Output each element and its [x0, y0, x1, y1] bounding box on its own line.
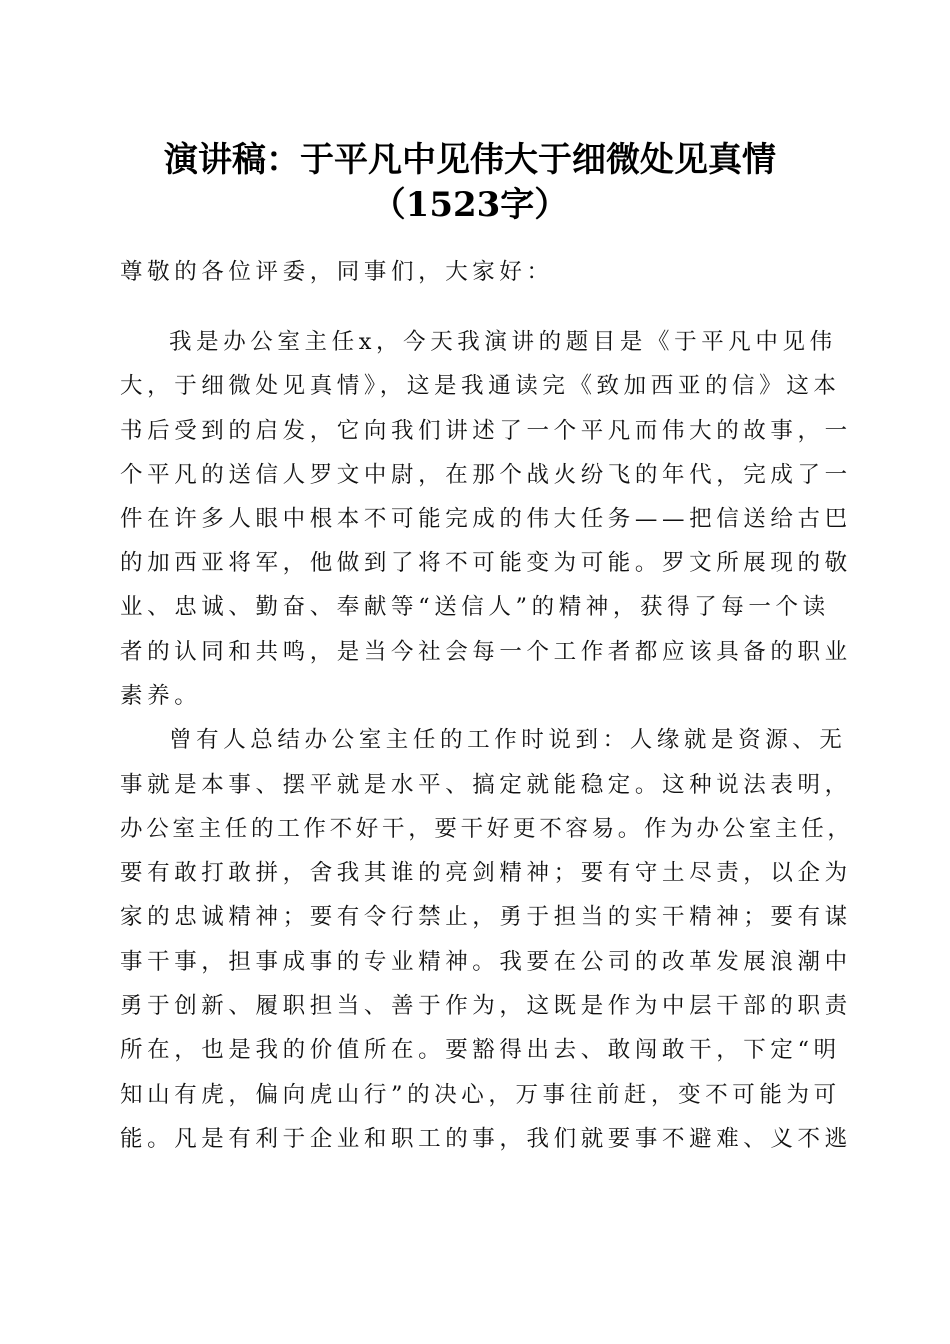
- paragraph-line: 所在，也是我的价值所在。要豁得出去、敢闯敢干，下定“明: [120, 1037, 841, 1063]
- paragraph-line: 知山有虎，偏向虎山行”的决心，万事往前赶，变不可能为可: [120, 1082, 841, 1108]
- paragraph-line: 事干事，担事成事的专业精神。我要在公司的改革发展浪潮中: [120, 949, 852, 975]
- document-title: 演讲稿：于平凡中见伟大于细微处见真情: [164, 140, 776, 180]
- paragraph-line: 要有敢打敢拼，舍我其谁的亮剑精神；要有守土尽责，以企为: [120, 860, 852, 886]
- paragraph-line: 能。凡是有利于企业和职工的事，我们就要事不避难、义不逃: [120, 1126, 852, 1152]
- paragraph-line: 勇于创新、履职担当、善于作为，这既是作为中层干部的职责: [120, 993, 852, 1019]
- paragraph-line: 办公室主任的工作不好干，要干好更不容易。作为办公室主任，: [120, 816, 854, 842]
- salutation-line: 尊敬的各位评委，同事们，大家好：: [120, 259, 554, 285]
- paragraph-line: 书后受到的启发，它向我们讲述了一个平凡而伟大的故事，一: [120, 418, 852, 444]
- paragraph-line: 业、忠诚、勤奋、奉献等“送信人”的精神，获得了每一个读: [120, 594, 830, 620]
- paragraph-line: 大，于细微处见真情》，这是我通读完《致加西亚的信》这本: [120, 373, 841, 399]
- paragraph-line: 曾有人总结办公室主任的工作时说到：人缘就是资源、无: [169, 727, 847, 753]
- paragraph-line: 件在许多人眼中根本不可能完成的伟大任务——把信送给古巴: [120, 506, 852, 532]
- paragraph-line: 者的认同和共鸣，是当今社会每一个工作者都应该具备的职业: [120, 639, 852, 665]
- paragraph-line: 我是办公室主任x，今天我演讲的题目是《于平凡中见伟: [169, 329, 837, 355]
- paragraph-line: 的加西亚将军，他做到了将不可能变为可能。罗文所展现的敬: [120, 550, 852, 576]
- paragraph-line: 个平凡的送信人罗文中尉，在那个战火纷飞的年代，完成了一: [120, 462, 852, 488]
- document-word-count: （1523字）: [371, 185, 569, 225]
- paragraph-line: 事就是本事、摆平就是水平、搞定就能稳定。这种说法表明，: [120, 772, 852, 798]
- paragraph-line: 家的忠诚精神；要有令行禁止，勇于担当的实干精神；要有谋: [120, 904, 852, 930]
- paragraph-line: 素养。: [120, 683, 202, 709]
